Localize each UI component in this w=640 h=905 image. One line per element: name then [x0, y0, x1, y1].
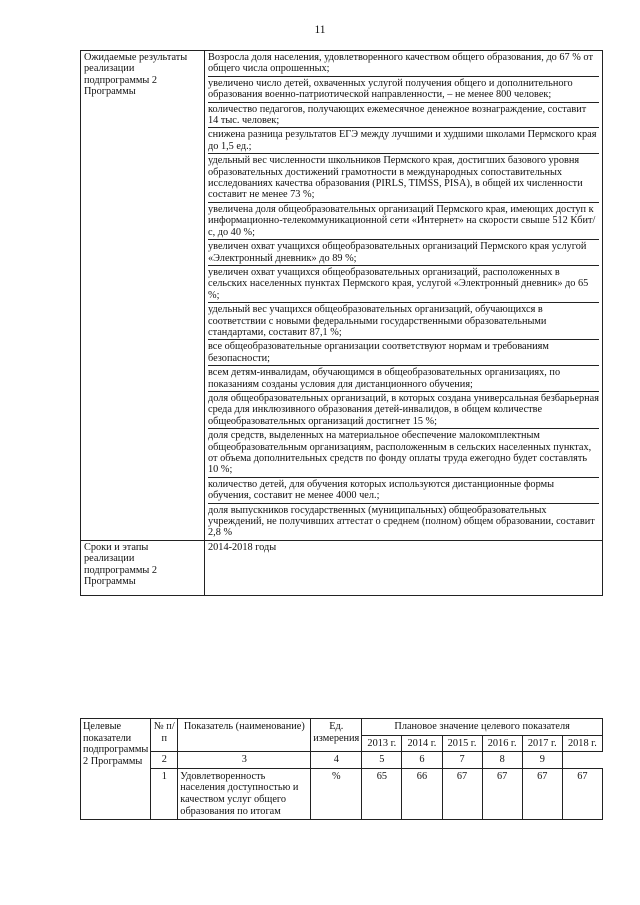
column-numbering-row	[81, 752, 603, 769]
column-number: 7	[442, 752, 482, 769]
column-number: 4	[311, 752, 362, 769]
result-item: всем детям-инвалидам, обучающимся в общеобразовательных организациях, по показаниям созданы условия для дистанционного обучения;	[208, 366, 599, 392]
result-item: все общеобразовательные организации соответствуют нормам и требованиям безопасности;	[208, 340, 599, 366]
indicator-unit: %	[311, 768, 362, 819]
result-item: доля выпускников государственных (муниципальных) общеобразовательных учреждений, не получивших аттестат о среднем (полном) общем образовании, составит 2,8 %	[208, 504, 595, 539]
column-number: 5	[362, 752, 402, 769]
indicator-value-2017: 67	[522, 768, 562, 819]
col-unit-header: Ед. измерения	[311, 719, 362, 752]
page-number: 11	[314, 24, 326, 36]
result-item: увеличено число детей, охваченных услугой получения общего и дополнительного образования военно-патриотической направленности, – не менее 800 человек;	[208, 77, 599, 103]
result-item: количество детей, для обучения которых используются дистанционные формы обучения, составит не менее 4000 чел.;	[208, 478, 599, 504]
column-number: 9	[522, 752, 562, 769]
result-item: удельный вес численности школьников Пермского края, достигших базового уровня образовательных достижений грамотности в международных сопоставительных исследованиях качества образования (PIRLS, TIMSS, PISA), в общей их численности составит не менее 73 %;	[208, 154, 599, 203]
expected-results-row	[81, 51, 603, 541]
expected-results-list	[205, 51, 603, 541]
result-item: доля средств, выделенных на материальное обеспечение малокомплектным общеобразовательным организациям, расположенным в сельских населенных пунктах, от объема дополнительных средств по фонду оплаты труда ежегодно будет составлять 10 %;	[208, 429, 599, 478]
result-item: увеличен охват учащихся общеобразовательных организаций Пермского края услугой «Электронный дневник» до 89 %;	[208, 240, 599, 266]
indicator-value-2016: 67	[482, 768, 522, 819]
result-item: Возросла доля населения, удовлетворенного качеством общего образования, до 67 % от общего числа опрошенных;	[208, 51, 599, 77]
indicator-name: Удовлетворенность населения доступностью и качеством услуг общего образования по итогам	[178, 768, 311, 819]
column-number: 6	[402, 752, 442, 769]
result-item: снижена разница результатов ЕГЭ между лучшими и худшими школами Пермского края до 1,5 ед.;	[208, 128, 599, 154]
indicator-value-2018: 67	[562, 768, 602, 819]
row-number: 1	[151, 768, 178, 819]
column-number: 3	[178, 752, 311, 769]
year-header: 2015 г.	[442, 735, 482, 752]
year-header: 2017 г.	[522, 735, 562, 752]
column-number: 8	[482, 752, 522, 769]
column-number: 2	[151, 752, 178, 769]
result-item: количество педагогов, получающих ежемесячное денежное вознаграждение, составит 14 тыс. человек;	[208, 103, 599, 129]
year-header: 2016 г.	[482, 735, 522, 752]
timeline-value: 2014-2018 годы	[205, 540, 603, 595]
result-item: удельный вес учащихся общеобразовательных организаций, обучающихся в соответствии с новыми федеральными государственными образовательными стандартами, составит 87,1 %;	[208, 303, 599, 340]
target-indicators-label: Целевые показатели подпрограммы 2 Программы	[81, 719, 151, 820]
col-indicator-header: Показатель (наименование)	[178, 719, 311, 752]
indicator-value-2014: 66	[402, 768, 442, 819]
year-header: 2014 г.	[402, 735, 442, 752]
timeline-row	[81, 540, 603, 595]
year-header: 2013 г.	[362, 735, 402, 752]
expected-results-label: Ожидаемые результаты реализации подпрограммы 2 Программы	[81, 51, 205, 541]
indicator-value-2015: 67	[442, 768, 482, 819]
table-row	[81, 768, 603, 819]
result-item: доля общеобразовательных организаций, в которых создана универсальная безбарьерная среда для инклюзивного образования детей-инвалидов, в общем количестве общеобразовательных организаций достигнет 15 %;	[208, 392, 599, 429]
col-number-header: № п/п	[151, 719, 178, 752]
indicator-value-2013: 65	[362, 768, 402, 819]
col-planned-header: Плановое значение целевого показателя	[362, 719, 603, 736]
header-row	[81, 719, 603, 736]
timeline-label: Сроки и этапы реализации подпрограммы 2 Программы	[81, 540, 205, 595]
year-header: 2018 г.	[562, 735, 602, 752]
target-indicators-table	[80, 718, 603, 820]
result-item: увеличен охват учащихся общеобразовательных организаций, расположенных в сельских населенных пунктах Пермского края, услугой «Электронный дневник» до 65 %;	[208, 266, 599, 303]
result-item: увеличена доля общеобразовательных организаций Пермского края, имеющих доступ к информационно-телекоммуникационной сети «Интернет» на скорости свыше 512 Кбит/с, до 40 %;	[208, 203, 599, 240]
subprogram-passport-table	[80, 50, 603, 596]
